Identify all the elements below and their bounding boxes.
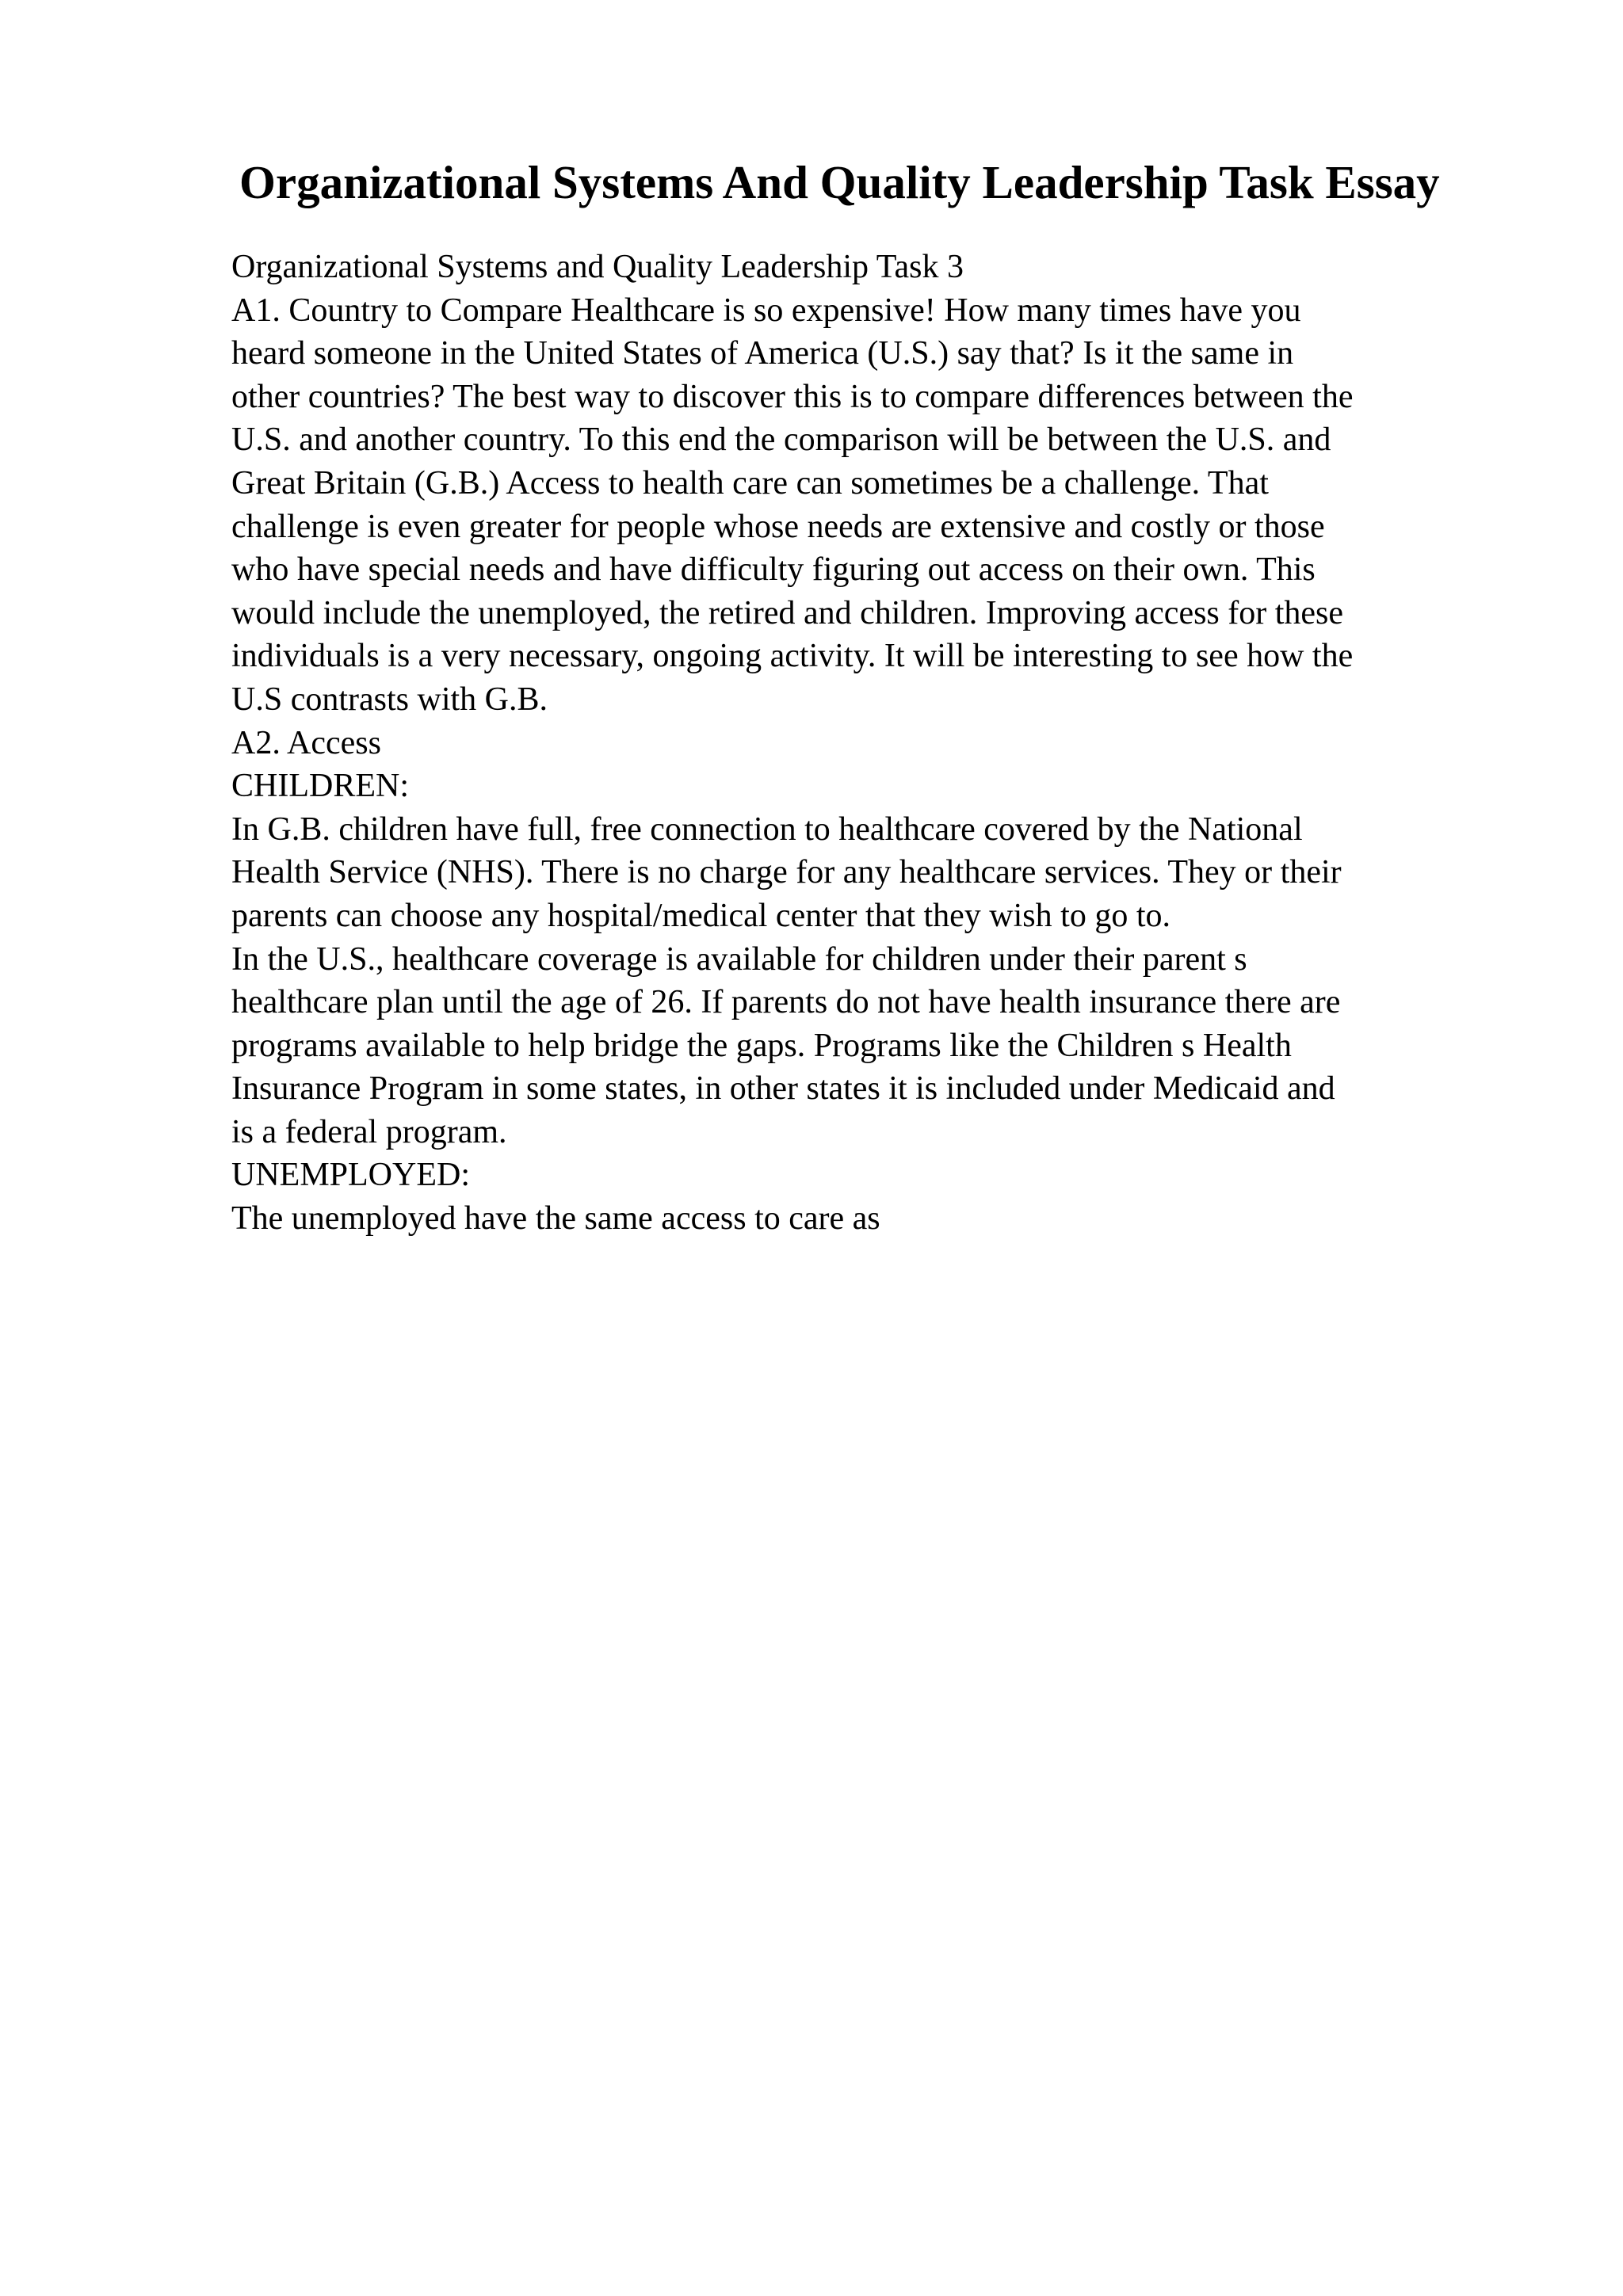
- body-line: heard someone in the United States of America (U.S.) say that? Is it the same in: [231, 335, 1294, 372]
- body-line: would include the unemployed, the retired and children. Improving access for these: [231, 594, 1344, 631]
- body-line: U.S. and another country. To this end the comparison will be between the U.S. and: [231, 421, 1331, 459]
- body-line: other countries? The best way to discover this is to compare differences between the: [231, 378, 1354, 415]
- document-title: Organizational Systems And Quality Leadership Task Essay: [239, 156, 1440, 208]
- section-heading: A2. Access: [231, 724, 381, 761]
- body-line: parents can choose any hospital/medical center that they wish to go to.: [231, 897, 1170, 934]
- body-line: Organizational Systems and Quality Leadership Task 3: [231, 249, 964, 285]
- body-line: Insurance Program in some states, in other states it is included under Medicaid and: [231, 1070, 1335, 1108]
- body-line: In G.B. children have full, free connection to healthcare covered by the National: [231, 810, 1303, 848]
- body-line: Health Service (NHS). There is no charge for any healthcare services. They or their: [231, 854, 1342, 891]
- document-body: [231, 246, 1594, 1241]
- body-line: challenge is even greater for people whose needs are extensive and costly or those: [231, 508, 1325, 545]
- body-line: A1. Country to Compare Healthcare is so expensive! How many times have you: [231, 292, 1301, 329]
- subsection-heading: CHILDREN:: [231, 768, 409, 805]
- body-line: is a federal program.: [231, 1113, 507, 1150]
- body-line: programs available to help bridge the gaps. Programs like the Children s Health: [231, 1027, 1292, 1064]
- body-line: Great Britain (G.B.) Access to health care can sometimes be a challenge. That: [231, 464, 1269, 502]
- body-line: who have special needs and have difficulty figuring out access on their own. This: [231, 551, 1316, 589]
- body-line: In the U.S., healthcare coverage is available for children under their parent s: [231, 940, 1247, 978]
- body-line: The unemployed have the same access to care as: [231, 1200, 880, 1238]
- body-line: healthcare plan until the age of 26. If parents do not have health insurance there are: [231, 984, 1341, 1021]
- body-line: individuals is a very necessary, ongoing activity. It will be interesting to see how the: [231, 638, 1354, 675]
- body-line: U.S contrasts with G.B.: [231, 681, 548, 718]
- subsection-heading: UNEMPLOYED:: [231, 1157, 470, 1194]
